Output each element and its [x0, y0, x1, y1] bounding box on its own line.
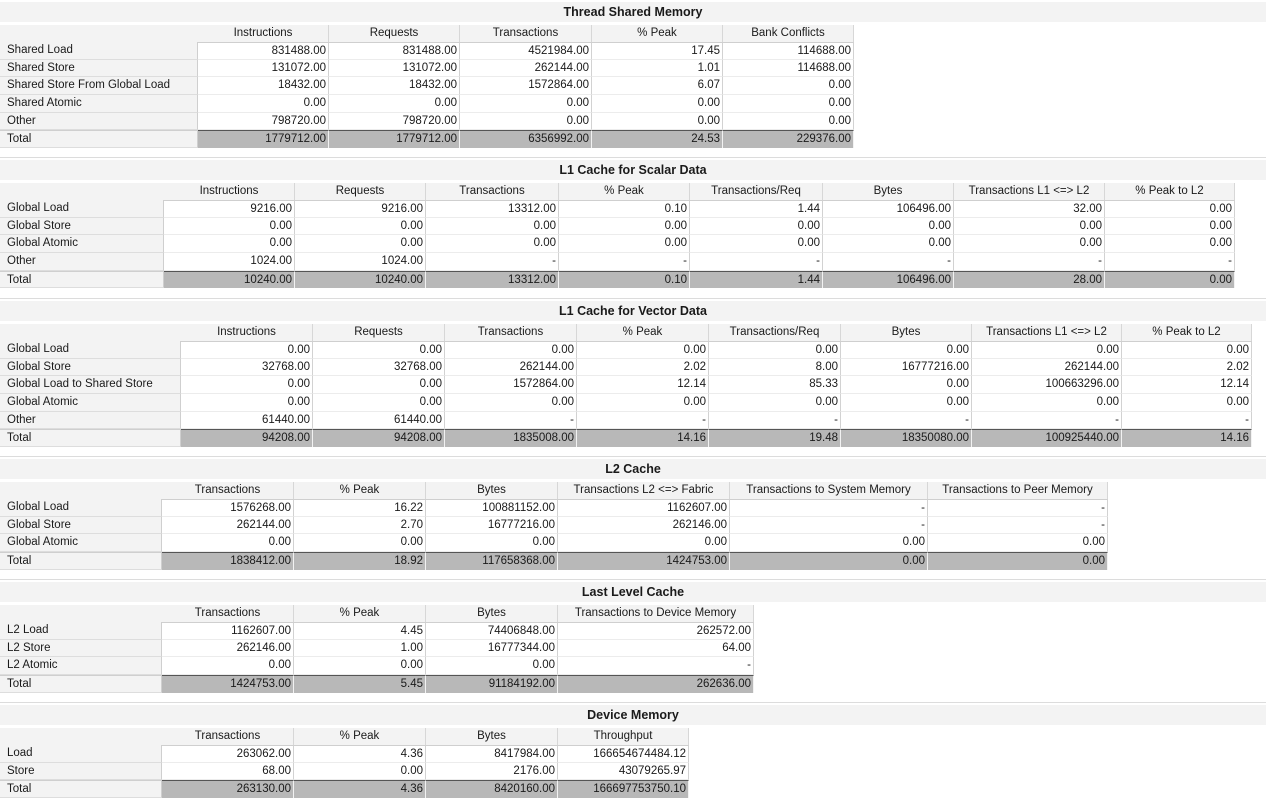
cell-requests: 0.00 — [329, 95, 460, 113]
table-row[interactable] — [0, 517, 1108, 535]
column-header-bytes[interactable]: Bytes — [823, 183, 954, 200]
section-divider — [0, 579, 1266, 580]
cell-bytes: 16777216.00 — [426, 517, 558, 535]
column-header-transactions[interactable]: Transactions — [162, 482, 294, 499]
cell-pct-peak-to-l2: 0.00 — [1122, 394, 1252, 412]
column-header-instructions[interactable]: Instructions — [181, 324, 313, 341]
header-corner — [0, 25, 198, 42]
column-header-instructions[interactable]: Instructions — [198, 25, 329, 42]
cell-requests: 9216.00 — [295, 200, 426, 218]
table-row[interactable] — [0, 499, 1108, 517]
cell-transactions: 263130.00 — [162, 780, 294, 798]
cell-transactions-req: - — [709, 412, 841, 430]
cell-transactions-to-device-memory: 262636.00 — [558, 675, 754, 693]
cell-transactions: 0.00 — [460, 95, 592, 113]
metrics-table — [0, 25, 854, 148]
column-header-transactions[interactable]: Transactions — [445, 324, 577, 341]
column-header-bytes[interactable]: Bytes — [426, 605, 558, 622]
cell-pct-peak-to-l2: 0.00 — [1105, 235, 1235, 253]
table-header-row — [0, 482, 1108, 499]
cell-transactions: 1572864.00 — [460, 77, 592, 95]
cell-pct-peak: 0.10 — [559, 271, 690, 289]
column-header-transactions-to-device-memory[interactable]: Transactions to Device Memory — [558, 605, 754, 622]
section-divider — [0, 157, 1266, 158]
cell-bytes: 0.00 — [823, 235, 954, 253]
cell-pct-peak: 0.00 — [592, 113, 723, 131]
cell-bytes: 0.00 — [823, 218, 954, 236]
cell-transactions-l1-to-l2: - — [954, 253, 1105, 271]
cell-transactions: 0.00 — [445, 341, 577, 359]
table-total-row[interactable] — [0, 780, 689, 798]
cell-bytes: 106496.00 — [823, 200, 954, 218]
cell-pct-peak: 0.00 — [577, 341, 709, 359]
cell-bytes: 2176.00 — [426, 763, 558, 781]
cell-transactions-to-device-memory: 64.00 — [558, 640, 754, 658]
cell-bytes: 0.00 — [426, 534, 558, 552]
cell-instructions: 0.00 — [181, 376, 313, 394]
column-header-transactions[interactable]: Transactions — [426, 183, 559, 200]
cell-pct-peak: 6.07 — [592, 77, 723, 95]
cell-pct-peak: 0.00 — [294, 657, 426, 675]
column-header-transactions[interactable]: Transactions — [460, 25, 592, 42]
cell-transactions: 0.00 — [426, 218, 559, 236]
table-row[interactable] — [0, 359, 1252, 377]
cell-throughput: 166654674484.12 — [558, 745, 689, 763]
table-total-row[interactable] — [0, 130, 854, 148]
table-row[interactable] — [0, 534, 1108, 552]
row-label-total: Total — [0, 130, 198, 148]
cell-pct-peak: - — [577, 412, 709, 430]
cell-instructions: 94208.00 — [181, 429, 313, 447]
column-header-transactions[interactable]: Transactions — [162, 728, 294, 745]
cell-transactions: - — [426, 253, 559, 271]
cell-pct-peak: 1.00 — [294, 640, 426, 658]
row-label-global-atomic: Global Atomic — [0, 235, 164, 253]
cell-pct-peak-to-l2: 2.02 — [1122, 359, 1252, 377]
table-row[interactable] — [0, 218, 1235, 236]
cell-transactions: 1576268.00 — [162, 499, 294, 517]
row-label-l2-atomic: L2 Atomic — [0, 657, 162, 675]
cell-transactions-req: - — [690, 253, 823, 271]
row-label-global-store: Global Store — [0, 359, 181, 377]
row-label-total: Total — [0, 780, 162, 798]
cell-requests: 0.00 — [313, 376, 445, 394]
section-divider — [0, 702, 1266, 703]
cell-transactions-req: 0.00 — [709, 394, 841, 412]
column-header-instructions[interactable]: Instructions — [164, 183, 295, 200]
column-header-transactions-to-system-memory[interactable]: Transactions to System Memory — [730, 482, 928, 499]
cell-transactions-l1-to-l2: 262144.00 — [972, 359, 1122, 377]
column-header-transactions[interactable]: Transactions — [162, 605, 294, 622]
row-label-shared-store: Shared Store — [0, 60, 198, 78]
table-total-row[interactable] — [0, 271, 1235, 289]
cell-requests: 0.00 — [313, 394, 445, 412]
cell-transactions: 13312.00 — [426, 200, 559, 218]
table-row[interactable] — [0, 200, 1235, 218]
cell-bank-conflicts: 0.00 — [723, 95, 854, 113]
cell-transactions: 262144.00 — [162, 517, 294, 535]
row-label-load: Load — [0, 745, 162, 763]
table-row[interactable] — [0, 95, 854, 113]
cell-transactions-to-peer-memory: 0.00 — [928, 552, 1108, 570]
cell-requests: 1024.00 — [295, 253, 426, 271]
cell-pct-peak-to-l2: - — [1105, 253, 1235, 271]
cell-pct-peak: 1.01 — [592, 60, 723, 78]
column-header-pct-peak-to-l2[interactable]: % Peak to L2 — [1105, 183, 1235, 200]
header-corner — [0, 728, 162, 745]
cell-pct-peak: 4.36 — [294, 745, 426, 763]
column-header-requests[interactable]: Requests — [295, 183, 426, 200]
cell-requests: 131072.00 — [329, 60, 460, 78]
cell-pct-peak: 14.16 — [577, 429, 709, 447]
cell-bytes: 74406848.00 — [426, 622, 558, 640]
cell-instructions: 1779712.00 — [198, 130, 329, 148]
cell-transactions-l1-to-l2: 32.00 — [954, 200, 1105, 218]
cell-pct-peak: 0.00 — [559, 218, 690, 236]
row-label-store: Store — [0, 763, 162, 781]
cell-instructions: 10240.00 — [164, 271, 295, 289]
cell-pct-peak: 0.00 — [559, 235, 690, 253]
column-header-requests[interactable]: Requests — [329, 25, 460, 42]
cell-transactions-to-device-memory: - — [558, 657, 754, 675]
table-row[interactable] — [0, 622, 754, 640]
column-header-transactions-req[interactable]: Transactions/Req — [709, 324, 841, 341]
cell-instructions: 32768.00 — [181, 359, 313, 377]
cell-bytes: 16777344.00 — [426, 640, 558, 658]
cell-transactions: 263062.00 — [162, 745, 294, 763]
cell-bytes: 91184192.00 — [426, 675, 558, 693]
cell-transactions-l1-to-l2: 0.00 — [954, 235, 1105, 253]
cell-transactions: 1162607.00 — [162, 622, 294, 640]
table-row[interactable] — [0, 235, 1235, 253]
cell-transactions: 0.00 — [162, 534, 294, 552]
cell-requests: 32768.00 — [313, 359, 445, 377]
table-total-row[interactable] — [0, 675, 754, 693]
cell-pct-peak: 0.00 — [294, 534, 426, 552]
section-title: L1 Cache for Vector Data — [0, 301, 1266, 321]
header-corner — [0, 183, 164, 200]
table-row[interactable] — [0, 763, 689, 781]
cell-pct-peak: 12.14 — [577, 376, 709, 394]
cell-transactions: - — [445, 412, 577, 430]
column-header-throughput[interactable]: Throughput — [558, 728, 689, 745]
cell-transactions-l1-to-l2: 0.00 — [972, 341, 1122, 359]
cell-transactions: 262144.00 — [445, 359, 577, 377]
column-header-pct-peak[interactable]: % Peak — [592, 25, 723, 42]
cell-pct-peak-to-l2: 12.14 — [1122, 376, 1252, 394]
row-label-total: Total — [0, 429, 181, 447]
table-total-row[interactable] — [0, 552, 1108, 570]
cell-transactions-l1-to-l2: 0.00 — [954, 218, 1105, 236]
cell-bank-conflicts: 0.00 — [723, 77, 854, 95]
cell-pct-peak-to-l2: 0.00 — [1105, 218, 1235, 236]
column-header-pct-peak[interactable]: % Peak — [577, 324, 709, 341]
cell-transactions-l1-to-l2: 0.00 — [972, 394, 1122, 412]
cell-bytes: 0.00 — [841, 376, 972, 394]
cell-pct-peak-to-l2: 0.00 — [1105, 271, 1235, 289]
cell-bytes: 0.00 — [426, 657, 558, 675]
table-row[interactable] — [0, 745, 689, 763]
cell-throughput: 43079265.97 — [558, 763, 689, 781]
cell-requests: 0.00 — [313, 341, 445, 359]
row-label-total: Total — [0, 552, 162, 570]
section-title: L1 Cache for Scalar Data — [0, 160, 1266, 180]
cell-bytes: 106496.00 — [823, 271, 954, 289]
cell-pct-peak: 18.92 — [294, 552, 426, 570]
cell-pct-peak-to-l2: - — [1122, 412, 1252, 430]
cell-instructions: 831488.00 — [198, 42, 329, 60]
cell-pct-peak: 16.22 — [294, 499, 426, 517]
metrics-table — [0, 482, 1108, 570]
cell-bank-conflicts: 0.00 — [723, 113, 854, 131]
cell-pct-peak: 24.53 — [592, 130, 723, 148]
cell-pct-peak: 4.45 — [294, 622, 426, 640]
cell-instructions: 798720.00 — [198, 113, 329, 131]
cell-transactions-l2-to-fabric: 0.00 — [558, 534, 730, 552]
cell-pct-peak: 0.00 — [592, 95, 723, 113]
header-corner — [0, 482, 162, 499]
row-label-global-store: Global Store — [0, 517, 162, 535]
cell-transactions-req: 0.00 — [690, 218, 823, 236]
header-corner — [0, 605, 162, 622]
column-header-pct-peak[interactable]: % Peak — [294, 482, 426, 499]
cell-bytes: 0.00 — [841, 394, 972, 412]
column-header-transactions-l1-to-l2[interactable]: Transactions L1 <=> L2 — [954, 183, 1105, 200]
row-label-shared-atomic: Shared Atomic — [0, 95, 198, 113]
cell-transactions-to-peer-memory: 0.00 — [928, 534, 1108, 552]
column-header-bank-conflicts[interactable]: Bank Conflicts — [723, 25, 854, 42]
section-title: Last Level Cache — [0, 582, 1266, 602]
table-row[interactable] — [0, 412, 1252, 430]
cell-bytes: 0.00 — [841, 341, 972, 359]
cell-requests: 0.00 — [295, 218, 426, 236]
section-divider — [0, 456, 1266, 457]
cell-transactions-to-peer-memory: - — [928, 499, 1108, 517]
cell-transactions-to-system-memory: 0.00 — [730, 552, 928, 570]
cell-transactions: 1838412.00 — [162, 552, 294, 570]
cell-instructions: 0.00 — [181, 341, 313, 359]
cell-transactions-l1-to-l2: 100925440.00 — [972, 429, 1122, 447]
table-row[interactable] — [0, 640, 754, 658]
cell-transactions-to-device-memory: 262572.00 — [558, 622, 754, 640]
cell-requests: 18432.00 — [329, 77, 460, 95]
cell-transactions-l1-to-l2: 100663296.00 — [972, 376, 1122, 394]
cell-pct-peak: 0.00 — [577, 394, 709, 412]
cell-bytes: 18350080.00 — [841, 429, 972, 447]
cell-transactions: 4521984.00 — [460, 42, 592, 60]
cell-pct-peak-to-l2: 14.16 — [1122, 429, 1252, 447]
cell-bytes: 100881152.00 — [426, 499, 558, 517]
cell-transactions: 1424753.00 — [162, 675, 294, 693]
metrics-table — [0, 605, 754, 693]
column-header-requests[interactable]: Requests — [313, 324, 445, 341]
row-label-l2-store: L2 Store — [0, 640, 162, 658]
row-label-global-load: Global Load — [0, 341, 181, 359]
cell-instructions: 131072.00 — [198, 60, 329, 78]
row-label-other: Other — [0, 113, 198, 131]
row-label-shared-store-from-global-load: Shared Store From Global Load — [0, 77, 198, 95]
cell-transactions-to-system-memory: 0.00 — [730, 534, 928, 552]
cell-transactions: 1835008.00 — [445, 429, 577, 447]
cell-instructions: 0.00 — [181, 394, 313, 412]
cell-transactions: 0.00 — [445, 394, 577, 412]
cell-transactions: 262144.00 — [460, 60, 592, 78]
cell-transactions: 0.00 — [460, 113, 592, 131]
row-label-total: Total — [0, 271, 164, 289]
cell-transactions-to-system-memory: - — [730, 499, 928, 517]
cell-bytes: 16777216.00 — [841, 359, 972, 377]
cell-pct-peak: 2.70 — [294, 517, 426, 535]
cell-transactions-req: 1.44 — [690, 271, 823, 289]
cell-transactions: 0.00 — [426, 235, 559, 253]
row-label-global-atomic: Global Atomic — [0, 534, 162, 552]
cell-requests: 94208.00 — [313, 429, 445, 447]
cell-instructions: 9216.00 — [164, 200, 295, 218]
cell-transactions-req: 0.00 — [709, 341, 841, 359]
table-row[interactable] — [0, 60, 854, 78]
cell-bank-conflicts: 229376.00 — [723, 130, 854, 148]
table-row[interactable] — [0, 42, 854, 60]
cell-pct-peak: 17.45 — [592, 42, 723, 60]
table-header-row — [0, 183, 1235, 200]
table-row[interactable] — [0, 113, 854, 131]
cell-pct-peak: 4.36 — [294, 780, 426, 798]
row-label-total: Total — [0, 675, 162, 693]
cell-transactions-to-system-memory: - — [730, 517, 928, 535]
section-divider — [0, 298, 1266, 299]
cell-transactions-req: 85.33 — [709, 376, 841, 394]
section-title: Thread Shared Memory — [0, 2, 1266, 22]
row-label-global-load: Global Load — [0, 499, 162, 517]
cell-instructions: 0.00 — [164, 218, 295, 236]
table-header-row — [0, 605, 754, 622]
cell-bytes: 117658368.00 — [426, 552, 558, 570]
cell-requests: 1779712.00 — [329, 130, 460, 148]
row-label-global-load-to-shared-store: Global Load to Shared Store — [0, 376, 181, 394]
cell-transactions-req: 1.44 — [690, 200, 823, 218]
cell-transactions-req: 8.00 — [709, 359, 841, 377]
row-label-other: Other — [0, 412, 181, 430]
column-header-transactions-l2-to-fabric[interactable]: Transactions L2 <=> Fabric — [558, 482, 730, 499]
column-header-bytes[interactable]: Bytes — [426, 728, 558, 745]
table-row[interactable] — [0, 341, 1252, 359]
column-header-pct-peak[interactable]: % Peak — [294, 605, 426, 622]
table-header-row — [0, 728, 689, 745]
cell-transactions: 68.00 — [162, 763, 294, 781]
cell-bank-conflicts: 114688.00 — [723, 42, 854, 60]
section-title: Device Memory — [0, 705, 1266, 725]
column-header-transactions-to-peer-memory[interactable]: Transactions to Peer Memory — [928, 482, 1108, 499]
cell-pct-peak-to-l2: 0.00 — [1105, 200, 1235, 218]
cell-transactions-req: 0.00 — [690, 235, 823, 253]
table-header-row — [0, 25, 854, 42]
column-header-bytes[interactable]: Bytes — [426, 482, 558, 499]
cell-instructions: 61440.00 — [181, 412, 313, 430]
cell-transactions: 0.00 — [162, 657, 294, 675]
cell-pct-peak: 5.45 — [294, 675, 426, 693]
column-header-pct-peak[interactable]: % Peak — [294, 728, 426, 745]
table-row[interactable] — [0, 77, 854, 95]
cell-transactions-req: 19.48 — [709, 429, 841, 447]
cell-requests: 831488.00 — [329, 42, 460, 60]
column-header-pct-peak[interactable]: % Peak — [559, 183, 690, 200]
cell-transactions: 13312.00 — [426, 271, 559, 289]
table-row[interactable] — [0, 376, 1252, 394]
table-header-row — [0, 324, 1252, 341]
cell-transactions: 262146.00 — [162, 640, 294, 658]
cell-transactions-l2-to-fabric: 1162607.00 — [558, 499, 730, 517]
cell-bytes: 8417984.00 — [426, 745, 558, 763]
cell-pct-peak: 0.10 — [559, 200, 690, 218]
metrics-table — [0, 324, 1252, 447]
cell-transactions-l1-to-l2: 28.00 — [954, 271, 1105, 289]
cell-pct-peak: 2.02 — [577, 359, 709, 377]
table-total-row[interactable] — [0, 429, 1252, 447]
section-title: L2 Cache — [0, 459, 1266, 479]
metrics-table — [0, 728, 689, 798]
cell-throughput: 166697753750.10 — [558, 780, 689, 798]
cell-instructions: 1024.00 — [164, 253, 295, 271]
cell-pct-peak: 0.00 — [294, 763, 426, 781]
cell-pct-peak: - — [559, 253, 690, 271]
cell-transactions-to-peer-memory: - — [928, 517, 1108, 535]
column-header-transactions-req[interactable]: Transactions/Req — [690, 183, 823, 200]
metrics-table — [0, 183, 1235, 288]
row-label-global-load: Global Load — [0, 200, 164, 218]
row-label-global-store: Global Store — [0, 218, 164, 236]
cell-instructions: 0.00 — [198, 95, 329, 113]
column-header-transactions-l1-to-l2[interactable]: Transactions L1 <=> L2 — [972, 324, 1122, 341]
table-row[interactable] — [0, 253, 1235, 271]
column-header-pct-peak-to-l2[interactable]: % Peak to L2 — [1122, 324, 1252, 341]
header-corner — [0, 324, 181, 341]
cell-instructions: 18432.00 — [198, 77, 329, 95]
cell-instructions: 0.00 — [164, 235, 295, 253]
row-label-shared-load: Shared Load — [0, 42, 198, 60]
row-label-l2-load: L2 Load — [0, 622, 162, 640]
row-label-global-atomic: Global Atomic — [0, 394, 181, 412]
row-label-other: Other — [0, 253, 164, 271]
cell-bytes: - — [823, 253, 954, 271]
cell-transactions-l2-to-fabric: 262146.00 — [558, 517, 730, 535]
cell-transactions-l1-to-l2: - — [972, 412, 1122, 430]
cell-bytes: 8420160.00 — [426, 780, 558, 798]
cell-bank-conflicts: 114688.00 — [723, 60, 854, 78]
cell-requests: 10240.00 — [295, 271, 426, 289]
table-row[interactable] — [0, 657, 754, 675]
cell-transactions: 6356992.00 — [460, 130, 592, 148]
table-row[interactable] — [0, 394, 1252, 412]
column-header-bytes[interactable]: Bytes — [841, 324, 972, 341]
cell-transactions: 1572864.00 — [445, 376, 577, 394]
cell-bytes: - — [841, 412, 972, 430]
cell-requests: 61440.00 — [313, 412, 445, 430]
cell-pct-peak-to-l2: 0.00 — [1122, 341, 1252, 359]
cell-requests: 798720.00 — [329, 113, 460, 131]
cell-transactions-l2-to-fabric: 1424753.00 — [558, 552, 730, 570]
cell-requests: 0.00 — [295, 235, 426, 253]
